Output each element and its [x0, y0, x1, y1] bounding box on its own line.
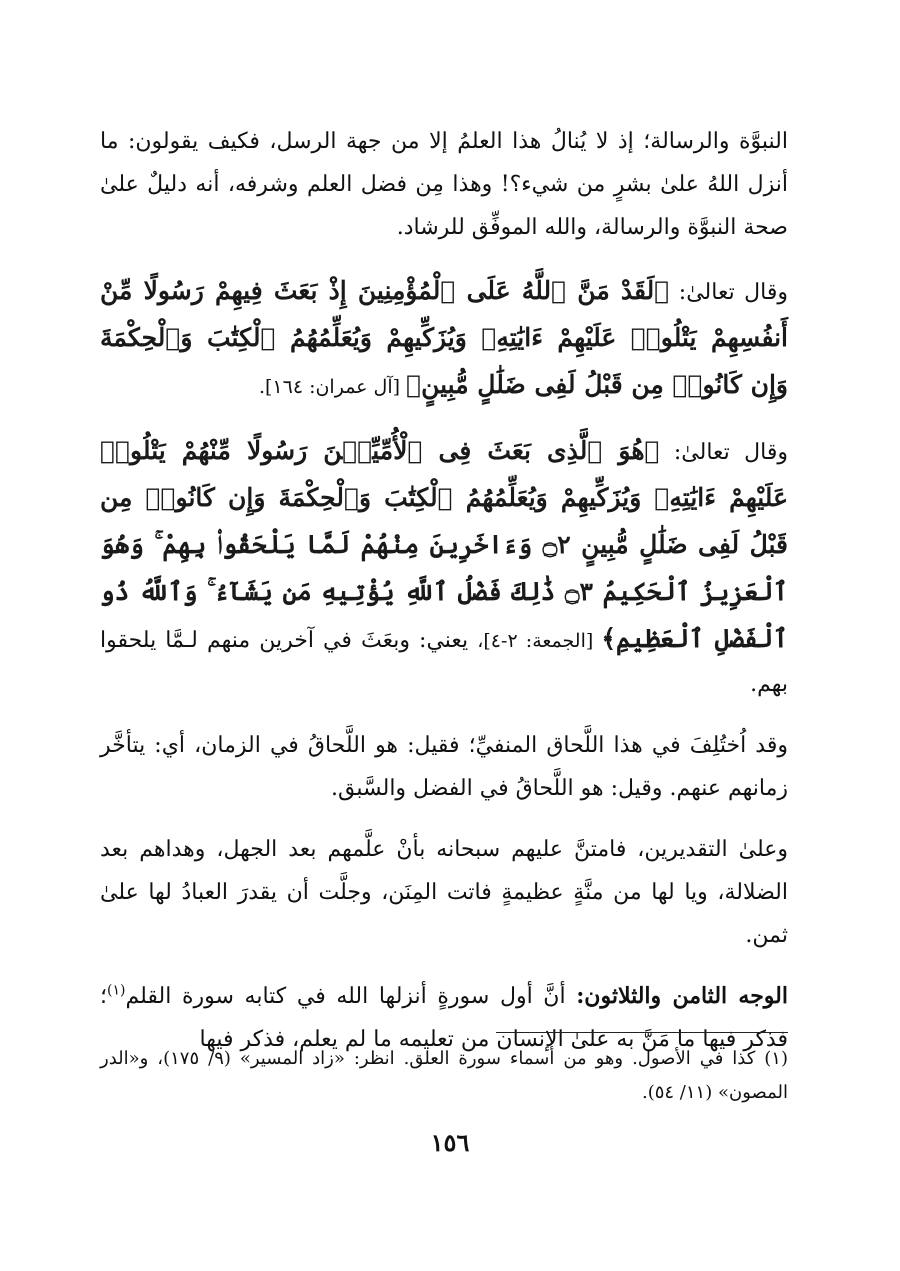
paragraph-two-estimations — [100, 828, 788, 957]
verse-intro: وقال تعالىٰ: — [659, 440, 788, 465]
paragraph-text: أنَّ أول سورةٍ أنزلها الله في كتابه سورة القلم — [125, 984, 577, 1009]
verse-intro: وقال تعالىٰ: — [669, 280, 788, 305]
verse-reference: [الجمعة: ٢-٤]، — [477, 630, 602, 652]
paragraph-text: ؛ فذكر فيها ما مَنَّ به علىٰ الإنسان من تعليمه ما لم يعلم، فذكر فيها — [100, 984, 788, 1052]
footnote-text: (١) كذا في الأصول. وهو من أسماء سورة العلق. انظر: «زاد المسير» (٩/ ١٧٥)، و«الدر المصون» (١١/ ٥٤). — [100, 1048, 788, 1103]
paragraph-jumuah-verse — [100, 427, 788, 706]
paragraph-aal-imran-verse — [100, 267, 788, 409]
paragraph-text: النبوَّة والرسالة؛ إذ لا يُنالُ هذا العلمُ إلا من جهة الرسل، فكيف يقولون: ما أنزل اللهُ علىٰ بشرٍ من شيء؟! وهذا مِن فضل العلم وشرفه، أنه دليلٌ علىٰ صحة النبوَّة والرسالة، والله الموفِّق للرشاد. — [100, 129, 788, 240]
page-number: ١٥٦ — [430, 1128, 470, 1157]
main-text — [100, 120, 788, 1079]
quran-verse: ﴿هُوَ ٱلَّذِى بَعَثَ فِى ٱلْأُمِّيِّـۧنَ رَسُولًا مِّنْهُمْ يَتْلُوا۟ عَلَيْهِمْ ءَايَٰتِهِۦ وَيُزَكِّيهِمْ وَيُعَلِّمُهُمُ ٱلْكِتَٰبَ وَٱلْحِكْمَةَ وَإِن كَانُوا۟ مِن قَبْلُ لَفِى ضَلَٰلٍ مُّبِينٍ ۝٢ وَءَاخَرِينَ مِنْهُمْ لَمَّا يَلْحَقُوا۟ بِهِمْ ۚ وَهُوَ ٱلْعَزِيزُ ٱلْحَكِيمُ ۝٣ ذَٰلِكَ فَضْلُ ٱللَّهِ يُؤْتِيهِ مَن يَشَآءُ ۚ وَٱللَّهُ ذُو ٱلْفَضْلِ ٱلْعَظِيمِ﴾ — [100, 436, 788, 653]
footnote — [100, 1042, 788, 1110]
verse-reference: [آل عمران: ١٦٤]. — [258, 376, 407, 398]
paragraph-text: وقد اُختُلِفَ في هذا اللَّحاق المنفيِّ؛ فقيل: هو اللَّحاقُ في الزمان، أي: يتأخَّر زمانهم عنهم. وقيل: هو اللَّحاقُ في الفضل والسَّبق. — [100, 733, 788, 801]
paragraph-prophethood — [100, 120, 788, 249]
paragraph-lahaq-dispute — [100, 724, 788, 810]
paragraph-text: وعلىٰ التقديرين، فامتنَّ عليهم سبحانه بأنْ علَّمهم بعد الجهل، وهداهم بعد الضلالة، ويا لها من منَّةٍ عظيمةٍ فاتت المِنَن، وجلَّت أن يقدرَ العبادُ لها علىٰ ثمن. — [100, 837, 788, 948]
section-heading: الوجه الثامن والثلاثون: — [576, 983, 788, 1009]
footnote-marker[interactable]: (١) — [107, 982, 126, 999]
quran-verse: ﴿لَقَدْ مَنَّ ٱللَّهُ عَلَى ٱلْمُؤْمِنِينَ إِذْ بَعَثَ فِيهِمْ رَسُولًا مِّنْ أَنفُسِهِمْ يَتْلُوا۟ عَلَيْهِمْ ءَايَٰتِهِۦ وَيُزَكِّيهِمْ وَيُعَلِّمُهُمُ ٱلْكِتَٰبَ وَٱلْحِكْمَةَ وَإِن كَانُوا۟ مِن قَبْلُ لَفِى ضَلَٰلٍ مُّبِينٍ﴾ — [100, 276, 788, 399]
verse-explanation: يعني: وبعَثَ في آخرين منهم لـمَّا يلحقوا بهم. — [100, 628, 788, 697]
footnote-divider — [496, 1032, 788, 1033]
